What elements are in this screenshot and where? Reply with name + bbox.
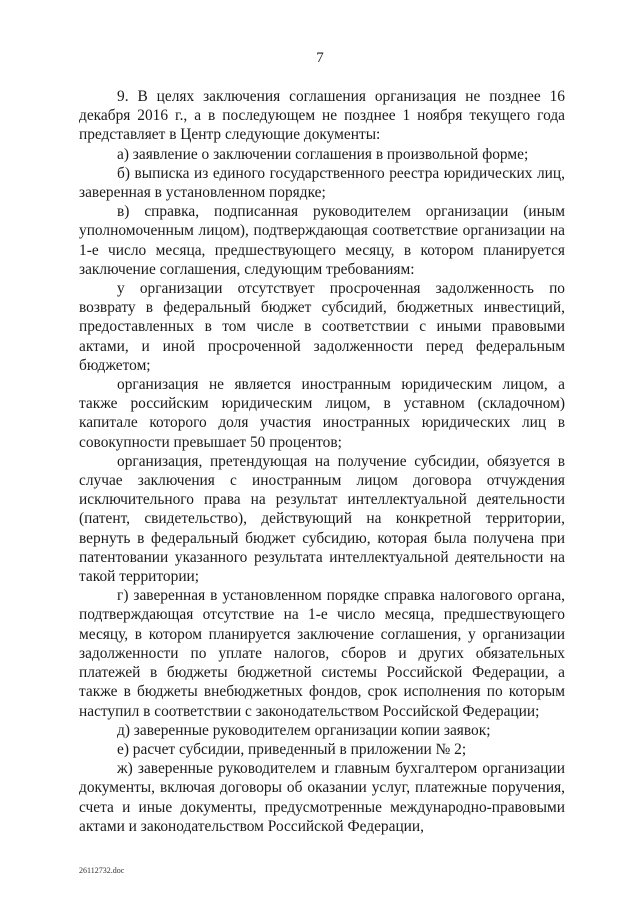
paragraph-item-e: е) расчет субсидии, приведенный в приложении № 2; — [117, 740, 467, 758]
page-number: 7 — [316, 50, 324, 66]
paragraph-item-zh: ж) заверенные руководителем и главным бухгалтером организации документы, включая договоры об оказании услуг, платежные поручения, счета и иные документы, предусмотренные международно-правовыми актами и законодательством Российской Федерации, — [79, 760, 565, 835]
paragraph-item-b: б) выписка из единого государственного реестра юридических лиц, заверенная в установленном порядке; — [79, 164, 565, 202]
paragraph-requirement-2: организация не является иностранным юридическим лицом, а также российским юридическим лицом, в уставном (складочном) капитале которого доля участия иностранных юридических лиц в совокупности превышает 50 процентов; — [79, 376, 565, 451]
paragraph-item-v: в) справка, подписанная руководителем организации (иным уполномоченным лицом), подтверждающая соответствие организации на 1-е число месяца, предшествующего месяцу, в котором планируется заключение соглашения, следующим требованиям: — [79, 203, 565, 278]
paragraph-requirement-1: у организации отсутствует просроченная задолженность по возврату в федеральный бюджет субсидий, бюджетных инвестиций, предоставленных в том числе в соответствии с иными правовыми актами, и иной просроченной задолженности перед федеральным бюджетом; — [79, 280, 565, 374]
document-body — [79, 87, 565, 836]
paragraph-item-d: д) заверенные руководителем организации копии заявок; — [117, 721, 491, 739]
paragraph-item-a: а) заявление о заключении соглашения в произвольной форме; — [117, 145, 529, 163]
paragraph-9-intro: 9. В целях заключения соглашения организация не позднее 16 декабря 2016 г., а в последующем не позднее 1 ноября текущего года представляет в Центр следующие документы: — [79, 88, 565, 144]
paragraph-item-g: г) заверенная в установленном порядке справка налогового органа, подтверждающая отсутствие на 1-е число месяца, предшествующего месяцу, в котором планируется заключение соглашения, у организации задолженности по уплате налогов, сборов и других обязательных платежей в бюджеты бюджетной системы Российской Федерации, а также в бюджеты внебюджетных фондов, срок исполнения по которым наступил в соответствии с законодательством Российской Федерации; — [79, 587, 565, 720]
paragraph-requirement-3: организация, претендующая на получение субсидии, обязуется в случае заключения с иностранным лицом договора отчуждения исключительного права на результат интеллектуальной деятельности (патент, свидетельство), действующий на конкретной территории, вернуть в федеральный бюджет субсидию, которая была получена при патентовании указанного результата интеллектуальной деятельности на такой территории; — [79, 452, 565, 586]
file-name-footer: 26112732.doc — [79, 866, 125, 875]
